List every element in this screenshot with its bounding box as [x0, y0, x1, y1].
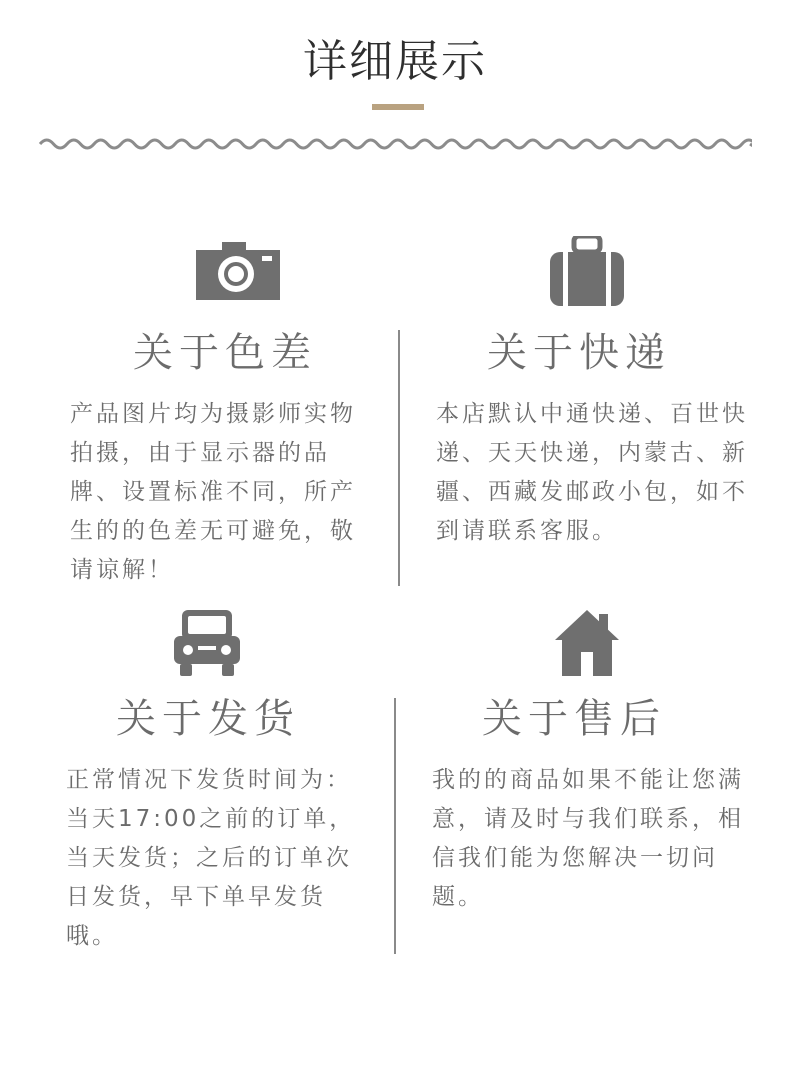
car-icon — [174, 610, 240, 676]
wave-divider — [38, 130, 752, 158]
page-title: 详细展示 — [303, 36, 487, 87]
section-heading: 关于色差 — [133, 330, 317, 376]
title-underline — [372, 104, 424, 110]
house-icon — [555, 610, 619, 676]
section-body: 本店默认中通快递、百世快递、天天快递，内蒙古、新疆、西藏发邮政小包，如不到请联系客服。 — [436, 401, 748, 544]
section-heading: 关于售后 — [482, 696, 666, 742]
suitcase-icon — [550, 236, 624, 306]
divider-bottom — [394, 698, 396, 954]
divider-top — [398, 330, 400, 586]
camera-icon — [196, 242, 280, 300]
section-body: 产品图片均为摄影师实物拍摄，由于显示器的品牌、设置标准不同，所产生的的色差无可避免，敬请谅解！ — [70, 401, 356, 583]
section-heading: 关于发货 — [116, 696, 300, 742]
section-heading: 关于快递 — [487, 330, 671, 376]
section-body: 正常情况下发货时间为：当天17:00之前的订单，当天发货；之后的订单次日发货，早下单早发货哦。 — [66, 767, 356, 949]
section-body: 我的的商品如果不能让您满意，请及时与我们联系，相信我们能为您解决一切问题。 — [432, 767, 744, 910]
